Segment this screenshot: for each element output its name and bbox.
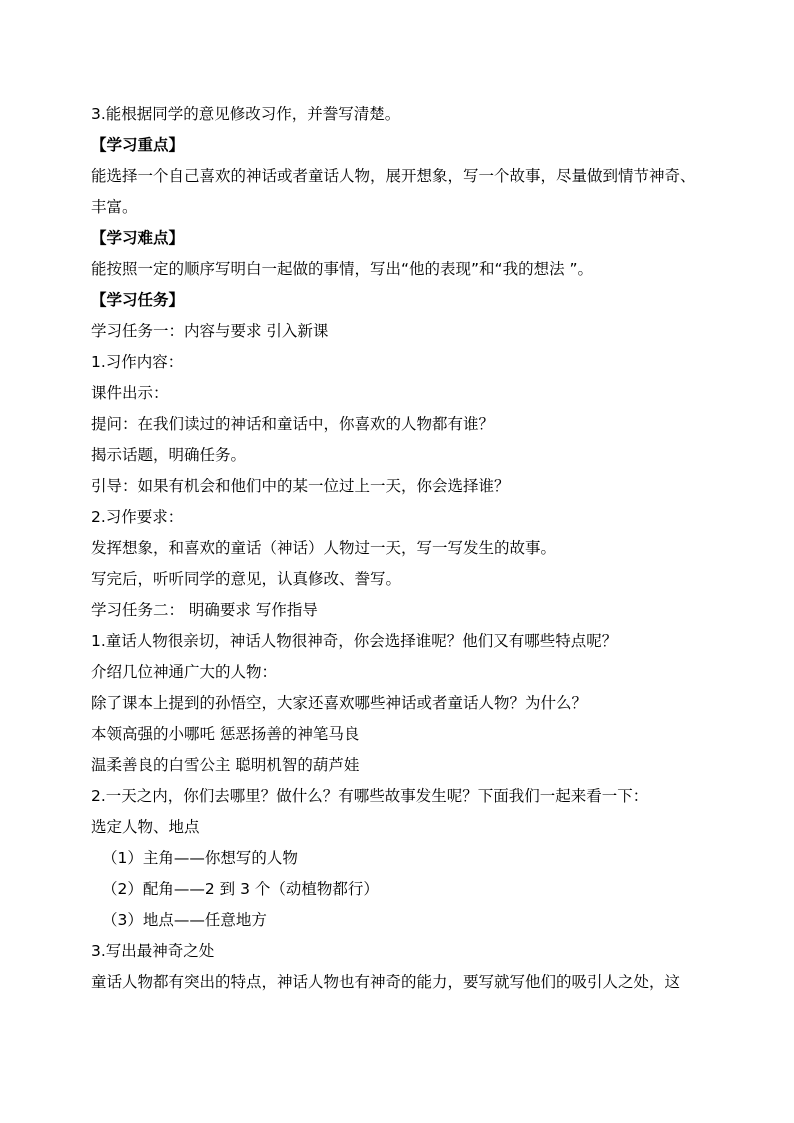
task-two-heading: 学习任务二： 明确要求 写作指导	[91, 601, 318, 619]
place-item: （3）地点——任意地方	[102, 911, 267, 929]
task-two-intro-characters: 介绍几位神通广大的人物：	[91, 663, 278, 681]
characters-row-2: 温柔善良的白雪公主 聪明机智的葫芦娃	[91, 756, 360, 774]
difficulties-text: 能按照一定的顺序写明白一起做的事情，写出“他的表现”和“我的想法 ”。	[91, 260, 594, 278]
section-heading-difficulties: 【学习难点】	[91, 229, 185, 247]
objective-3-text: 3.能根据同学的意见修改习作，并誊写清楚。	[91, 105, 401, 123]
key-points-text-continued: 丰富。	[91, 198, 138, 216]
task-one-reveal-topic: 揭示话题，明确任务。	[91, 446, 247, 464]
task-one-item-2: 2.习作要求：	[91, 508, 184, 526]
task-two-item-3: 3.写出最神奇之处	[91, 942, 215, 960]
task-two-item-3-text: 童话人物都有突出的特点，神话人物也有神奇的能力，要写就写他们的吸引人之处，这	[91, 973, 681, 991]
task-one-guide: 引导：如果有机会和他们中的某一位过上一天，你会选择谁？	[91, 477, 510, 495]
task-two-item-2: 2.一天之内，你们去哪里？做什么？有哪些故事发生呢？下面我们一起来看一下：	[91, 787, 649, 805]
task-one-question: 提问：在我们读过的神话和童话中，你喜欢的人物都有谁？	[91, 415, 495, 433]
task-one-requirement-1: 发挥想象，和喜欢的童话（神话）人物过一天，写一写发生的故事。	[91, 539, 557, 557]
key-points-text: 能选择一个自己喜欢的神话或者童话人物，展开想象，写一个故事，尽量做到情节神奇、	[91, 167, 696, 185]
task-two-question: 除了课本上提到的孙悟空，大家还喜欢哪些神话或者童话人物？为什么？	[91, 694, 588, 712]
choose-character-place: 选定人物、地点	[91, 818, 200, 836]
section-heading-key-points: 【学习重点】	[91, 136, 185, 154]
characters-row-1: 本领高强的小哪吒 惩恶扬善的神笔马良	[91, 725, 360, 743]
task-one-item-1: 1.习作内容：	[91, 353, 184, 371]
task-one-courseware: 课件出示：	[91, 384, 169, 402]
task-two-item-1: 1.童话人物很亲切，神话人物很神奇，你会选择谁呢？他们又有哪些特点呢？	[91, 632, 618, 650]
protagonist-item: （1）主角——你想写的人物	[102, 849, 298, 867]
supporting-roles-item: （2）配角——2 到 3 个（动植物都行）	[102, 880, 379, 898]
section-heading-tasks: 【学习任务】	[91, 291, 185, 309]
task-one-heading: 学习任务一：内容与要求 引入新课	[91, 322, 329, 340]
task-one-requirement-2: 写完后，听听同学的意见，认真修改、誊写。	[91, 570, 402, 588]
